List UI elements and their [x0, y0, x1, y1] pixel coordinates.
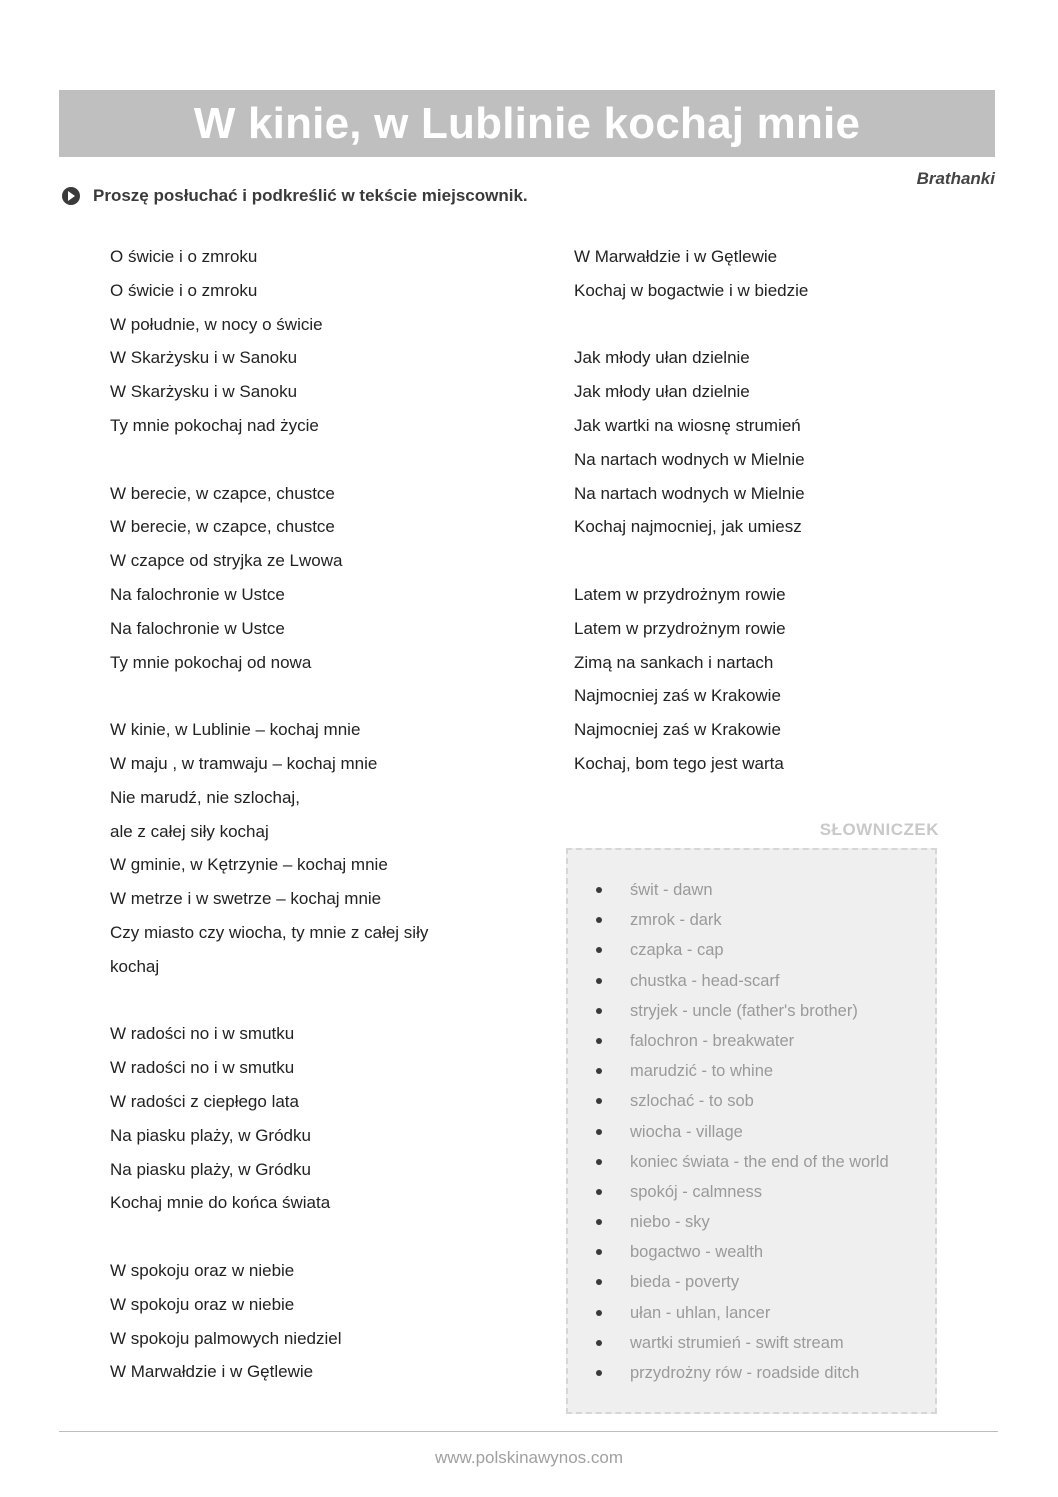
lyric-line: W spokoju oraz w niebie	[110, 1260, 295, 1280]
bullet-dot-icon	[596, 887, 602, 893]
glossary-item	[568, 1056, 935, 1086]
bullet-dot-icon	[596, 1249, 602, 1255]
lyric-line: W południe, w nocy o świcie	[110, 314, 323, 334]
bullet-dot-icon	[596, 1008, 602, 1014]
stanza	[110, 477, 530, 680]
lyric-line: W radości no i w smutku	[110, 1058, 295, 1078]
stanza	[574, 341, 974, 544]
stanza	[110, 1254, 530, 1389]
stanza	[110, 1017, 530, 1220]
instruction-text: Proszę posłuchać i podkreślić w tekście miejscownik.	[93, 186, 528, 205]
lyric-line: O świcie i o zmroku	[110, 280, 258, 300]
lyric-line: Kochaj mnie do końca świata	[110, 1193, 331, 1213]
bullet-dot-icon	[596, 1370, 602, 1376]
glossary-item-text: zmrok - dark	[630, 911, 722, 930]
play-bullet-icon	[62, 187, 80, 205]
lyrics-left-column	[110, 240, 530, 1423]
stanza	[110, 240, 530, 443]
lyric-line: W Marwałdzie i w Gętlewie	[110, 1362, 314, 1382]
glossary-item	[568, 935, 935, 965]
glossary-item	[568, 1117, 935, 1147]
lyric-line: Czy miasto czy wiocha, ty mnie z całej siły	[110, 922, 429, 942]
lyric-line: Na nartach wodnych w Mielnie	[574, 483, 805, 503]
lyric-line: Na falochronie w Ustce	[110, 618, 285, 638]
glossary-item-text: falochron - breakwater	[630, 1031, 795, 1050]
bullet-dot-icon	[596, 1098, 602, 1104]
instruction	[62, 186, 528, 206]
glossary-item-text: szlochać - to sob	[630, 1092, 754, 1111]
glossary-item	[568, 996, 935, 1026]
lyric-line: Ty mnie pokochaj od nowa	[110, 652, 312, 672]
glossary-item	[568, 1207, 935, 1237]
lyric-line: Najmocniej zaś w Krakowie	[574, 720, 781, 740]
lyric-line: Najmocniej zaś w Krakowie	[574, 686, 781, 706]
lyric-line: Ty mnie pokochaj nad życie	[110, 415, 319, 435]
lyric-line: Na piasku plaży, w Gródku	[110, 1125, 311, 1145]
stanza	[574, 240, 974, 308]
lyrics-right-column	[574, 240, 974, 815]
bullet-dot-icon	[596, 917, 602, 923]
glossary-list	[568, 850, 935, 1388]
lyric-line: W kinie, w Lublinie – kochaj mnie	[110, 720, 361, 740]
bullet-dot-icon	[596, 1189, 602, 1195]
glossary-item-text: czapka - cap	[630, 941, 724, 960]
glossary-title: SŁOWNICZEK	[819, 820, 939, 839]
glossary-item	[568, 1298, 935, 1328]
bullet-dot-icon	[596, 1159, 602, 1165]
bullet-dot-icon	[596, 1038, 602, 1044]
bullet-dot-icon	[596, 1219, 602, 1225]
glossary-box	[566, 848, 937, 1414]
glossary-item	[568, 966, 935, 996]
lyric-line: kochaj	[110, 956, 160, 976]
glossary-item-text: stryjek - uncle (father's brother)	[630, 1001, 858, 1020]
lyric-line: W spokoju oraz w niebie	[110, 1294, 295, 1314]
lyric-line: Na falochronie w Ustce	[110, 584, 285, 604]
glossary-item	[568, 1086, 935, 1116]
lyric-line: Latem w przydrożnym rowie	[574, 584, 786, 604]
glossary-item	[568, 1358, 935, 1388]
glossary-item	[568, 1267, 935, 1297]
glossary-item	[568, 1328, 935, 1358]
lyric-line: W spokoju palmowych niedziel	[110, 1328, 342, 1348]
bullet-dot-icon	[596, 1068, 602, 1074]
glossary-item	[568, 905, 935, 935]
glossary-item-text: chustka - head-scarf	[630, 971, 780, 990]
lyric-line: Jak wartki na wiosnę strumień	[574, 415, 801, 435]
lyric-line: W czapce od stryjka ze Lwowa	[110, 551, 343, 571]
lyric-line: O świcie i o zmroku	[110, 247, 258, 266]
lyric-line: W radości z ciepłego lata	[110, 1091, 299, 1111]
bullet-dot-icon	[596, 1129, 602, 1135]
lyric-line: Kochaj najmocniej, jak umiesz	[574, 517, 802, 537]
lyric-line: Na piasku plaży, w Gródku	[110, 1159, 311, 1179]
glossary-item	[568, 1177, 935, 1207]
bullet-dot-icon	[596, 1340, 602, 1346]
lyric-line: W maju , w tramwaju – kochaj mnie	[110, 753, 378, 773]
glossary-item	[568, 1026, 935, 1056]
footer-divider	[59, 1431, 998, 1432]
lyric-line: Na nartach wodnych w Mielnie	[574, 449, 805, 469]
lyric-line: W berecie, w czapce, chustce	[110, 517, 335, 537]
glossary-item-text: ułan - uhlan, lancer	[630, 1303, 771, 1322]
glossary-item-text: marudzić - to whine	[630, 1062, 774, 1081]
lyric-line: W metrze i w swetrze – kochaj mnie	[110, 889, 382, 909]
lyric-line: Kochaj, bom tego jest warta	[574, 753, 784, 773]
lyric-line: Jak młody ułan dzielnie	[574, 382, 750, 402]
lyric-line: W gminie, w Kętrzynie – kochaj mnie	[110, 855, 388, 875]
footer-url: www.polskinawynos.com	[434, 1448, 623, 1467]
stanza	[574, 578, 974, 781]
author: Brathanki	[916, 169, 995, 188]
glossary-item-text: bieda - poverty	[630, 1273, 740, 1292]
lyric-line: W Skarżysku i w Sanoku	[110, 382, 298, 402]
bullet-dot-icon	[596, 1279, 602, 1285]
lyric-line: ale z całej siły kochaj	[110, 821, 269, 841]
page-title: W kinie, w Lublinie kochaj mnie	[193, 98, 861, 148]
lyric-line: Kochaj w bogactwie i w biedzie	[574, 280, 809, 300]
lyric-line: W berecie, w czapce, chustce	[110, 483, 335, 503]
title-bar	[59, 90, 995, 157]
glossary-item-text: przydrożny rów - roadside ditch	[630, 1364, 860, 1382]
glossary-item-text: bogactwo - wealth	[630, 1243, 763, 1262]
glossary-item-text: wartki strumień - swift stream	[630, 1333, 844, 1352]
glossary-item	[568, 1237, 935, 1267]
lyric-line: Zimą na sankach i nartach	[574, 652, 774, 672]
glossary-item-text: niebo - sky	[630, 1213, 710, 1232]
glossary-item-text: wiocha - village	[630, 1122, 743, 1141]
bullet-dot-icon	[596, 978, 602, 984]
lyric-line: W Skarżysku i w Sanoku	[110, 348, 298, 368]
glossary-item	[568, 1147, 935, 1177]
lyric-line: W radości no i w smutku	[110, 1024, 295, 1044]
bullet-dot-icon	[596, 947, 602, 953]
glossary-item-text: świt - dawn	[630, 881, 713, 899]
lyric-line: Jak młody ułan dzielnie	[574, 348, 750, 368]
glossary-item	[568, 875, 935, 905]
lyric-line: Nie marudź, nie szlochaj,	[110, 787, 300, 807]
glossary-item-text: koniec świata - the end of the world	[630, 1152, 889, 1171]
lyric-line: W Marwałdzie i w Gętlewie	[574, 247, 778, 266]
glossary-item-text: spokój - calmness	[630, 1182, 763, 1201]
stanza	[110, 713, 530, 983]
lyric-line: Latem w przydrożnym rowie	[574, 618, 786, 638]
bullet-dot-icon	[596, 1310, 602, 1316]
